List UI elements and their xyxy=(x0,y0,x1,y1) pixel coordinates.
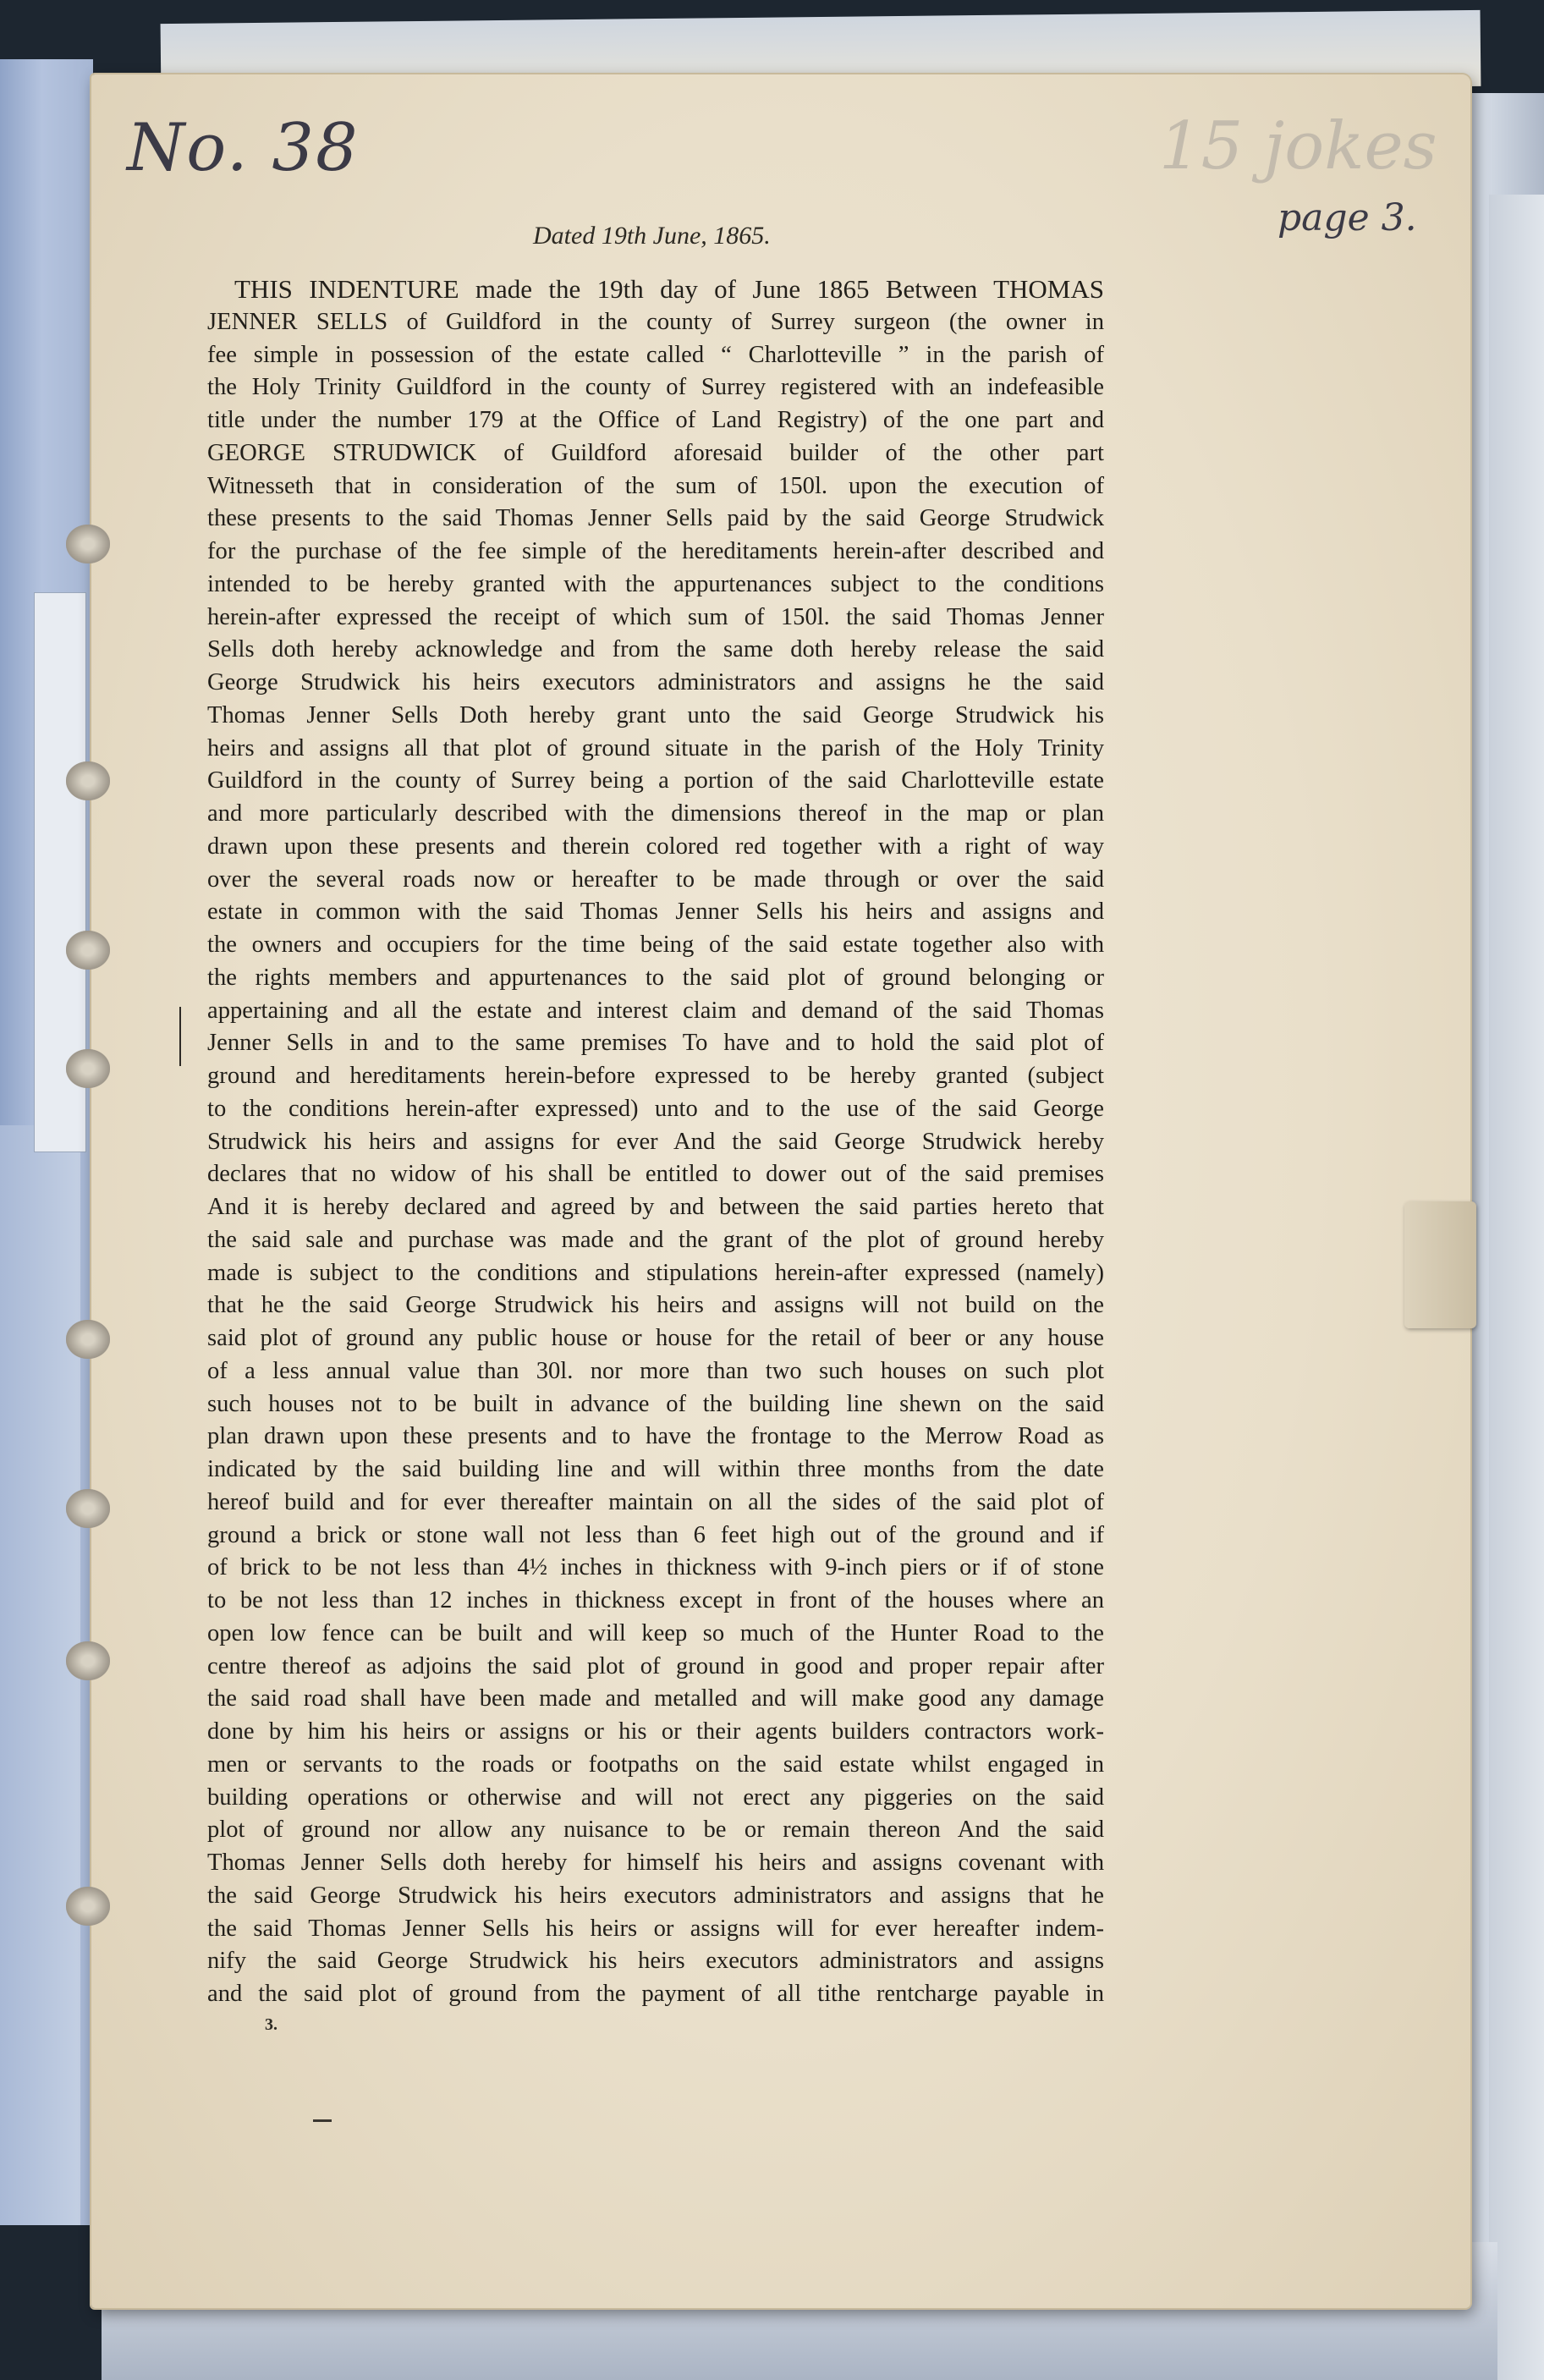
body-line: the rights members and appurtenances to the said plot of ground belonging or xyxy=(207,964,1104,991)
body-line: done by him his heirs or assigns or his or their agents builders contractors work- xyxy=(207,1718,1104,1745)
body-line: herein-after expressed the receipt of which sum of 150l. the said Thomas Jenner xyxy=(207,603,1104,630)
handwritten-document-number: No. 38 xyxy=(127,110,360,186)
body-line: such houses not to be built in advance of the building line shewn on the said xyxy=(207,1390,1104,1417)
body-line: these presents to the said Thomas Jenner Sells paid by the said George Strudwick xyxy=(207,505,1104,532)
body-line: and more particularly described with the dimensions thereof in the map or plan xyxy=(207,800,1104,827)
body-line: indicated by the said building line and will within three months from the date xyxy=(207,1456,1104,1482)
body-line: for the purchase of the fee simple of the hereditaments herein-after described and xyxy=(207,538,1104,564)
backing-sheet-right-inner xyxy=(1489,195,1544,2380)
binding-stitch xyxy=(66,761,110,800)
folded-tab xyxy=(1404,1201,1476,1328)
body-line: GEORGE STRUDWICK of Guildford aforesaid builder of the other part xyxy=(207,439,1104,466)
body-line: drawn upon these presents and therein colored red together with a right of way xyxy=(207,833,1104,860)
body-line: to be not less than 12 inches in thickness except in front of the houses where an xyxy=(207,1587,1104,1613)
binding-stitch xyxy=(66,1641,110,1680)
body-line: And it is hereby declared and agreed by and between the said parties hereto that xyxy=(207,1194,1104,1220)
body-line: to the conditions herein-after expressed) unto and to the use of the said George xyxy=(207,1095,1104,1122)
body-line: the owners and occupiers for the time being of the said estate together also with xyxy=(207,932,1104,958)
body-line: estate in common with the said Thomas Jenner Sells his heirs and assigns and xyxy=(207,899,1104,926)
body-line: of brick to be not less than 4½ inches in thickness with 9-inch piers or if of stone xyxy=(207,1554,1104,1581)
body-line: over the several roads now or hereafter to be made through or over the said xyxy=(207,866,1104,893)
body-line: THIS INDENTURE made the 19th day of June 1865 Between THOMAS xyxy=(234,274,1104,304)
body-line: building operations or otherwise and will not erect any piggeries on the said xyxy=(207,1784,1104,1811)
binding-stitch xyxy=(66,1049,110,1088)
binding-stitch xyxy=(66,931,110,970)
body-line: the said George Strudwick his heirs executors administrators and assigns that he xyxy=(207,1882,1104,1909)
binding-stitch xyxy=(66,1489,110,1528)
body-line: ground a brick or stone wall not less than 6 feet high out of the ground and if xyxy=(207,1521,1104,1548)
handwritten-page-reference: page 3. xyxy=(1278,196,1417,239)
body-line: JENNER SELLS of Guildford in the county of Surrey surgeon (the owner in xyxy=(207,308,1104,335)
binding-stitch xyxy=(66,1887,110,1926)
body-line: open low fence can be built and will keep so much of the Hunter Road to the xyxy=(207,1619,1104,1646)
body-line: of a less annual value than 30l. nor more than two such houses on such plot xyxy=(207,1357,1104,1384)
body-line: men or servants to the roads or footpaths on the said estate whilst engaged in xyxy=(207,1751,1104,1778)
body-line: hereof build and for ever thereafter maintain on all the sides of the said plot of xyxy=(207,1488,1104,1515)
body-line: made is subject to the conditions and stipulations herein-after expressed (namely) xyxy=(207,1259,1104,1286)
body-line: declares that no widow of his shall be entitled to dower out of the said premises xyxy=(207,1161,1104,1188)
body-line: the said sale and purchase was made and the grant of the plot of ground hereby xyxy=(207,1226,1104,1253)
body-line: Strudwick his heirs and assigns for ever And the said George Strudwick hereby xyxy=(207,1128,1104,1155)
body-line: said plot of ground any public house or house for the retail of beer or any house xyxy=(207,1325,1104,1351)
indenture-body-text xyxy=(207,273,1104,2011)
body-line: Thomas Jenner Sells doth hereby for himself his heirs and assigns covenant with xyxy=(207,1850,1104,1876)
body-line: plot of ground nor allow any nuisance to be or remain thereon And the said xyxy=(207,1817,1104,1844)
footer-dash xyxy=(313,2119,332,2122)
body-line: the said Thomas Jenner Sells his heirs or assigns will for ever hereafter indem- xyxy=(207,1915,1104,1942)
document-date: Dated 19th June, 1865. xyxy=(533,222,771,250)
body-line: the said road shall have been made and metalled and will make good any damage xyxy=(207,1685,1104,1712)
body-line: centre thereof as adjoins the said plot of ground in good and proper repair after xyxy=(207,1652,1104,1679)
page-number: 3. xyxy=(265,2015,277,2034)
body-line: intended to be hereby granted with the appurtenances subject to the conditions xyxy=(207,570,1104,597)
body-line: George Strudwick his heirs executors administrators and assigns he the said xyxy=(207,669,1104,695)
body-line: the Holy Trinity Guildford in the county of Surrey registered with an indefeasible xyxy=(207,374,1104,401)
handwritten-faded-note: 15 jokes xyxy=(1159,108,1437,184)
body-line: fee simple in possession of the estate called “ Charlotteville ” in the parish of xyxy=(207,341,1104,368)
body-line: heirs and assigns all that plot of ground situate in the parish of the Holy Trinity xyxy=(207,734,1104,761)
binding-stitch xyxy=(66,1320,110,1359)
body-line: and the said plot of ground from the payment of all tithe rentcharge payable in xyxy=(207,1981,1104,2007)
body-line: Jenner Sells in and to the same premises To have and to hold the said plot of xyxy=(207,1030,1104,1057)
body-line: title under the number 179 at the Office of Land Registry) of the one part and xyxy=(207,407,1104,433)
body-line: nify the said George Strudwick his heirs executors administrators and assigns xyxy=(207,1948,1104,1975)
body-line: Sells doth hereby acknowledge and from the same doth hereby release the said xyxy=(207,636,1104,663)
body-line: Witnesseth that in consideration of the sum of 150l. upon the execution of xyxy=(207,472,1104,499)
body-line: that he the said George Strudwick his heirs and assigns will not build on the xyxy=(207,1292,1104,1319)
body-line: plan drawn upon these presents and to have the frontage to the Merrow Road as xyxy=(207,1423,1104,1450)
body-line: ground and hereditaments herein-before expressed to be hereby granted (subject xyxy=(207,1063,1104,1089)
binding-stitch xyxy=(66,525,110,563)
body-line: appertaining and all the estate and interest claim and demand of the said Thomas xyxy=(207,997,1104,1024)
body-line: Thomas Jenner Sells Doth hereby grant unto the said George Strudwick his xyxy=(207,701,1104,728)
body-line: Guildford in the county of Surrey being a portion of the said Charlotteville estate xyxy=(207,767,1104,794)
margin-bracket-mark xyxy=(179,1007,184,1066)
